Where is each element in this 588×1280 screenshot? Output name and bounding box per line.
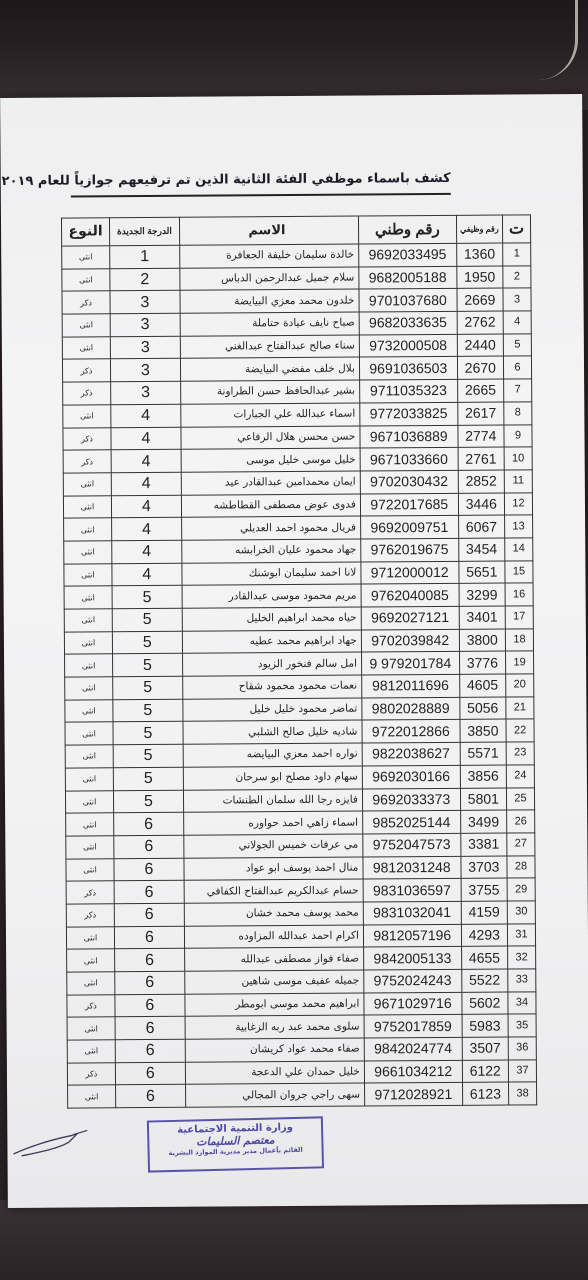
cell-new-grade: 6 (115, 949, 185, 972)
cell-job-number: 4605 (459, 674, 506, 697)
cell-new-grade: 4 (111, 472, 181, 495)
cell-national-number: 9682005188 (359, 266, 457, 289)
cell-seq: 2 (503, 266, 531, 289)
cell-national-number: 9671036889 (360, 425, 458, 448)
cell-name: فدوى عوض مصطفى القطاطشه (181, 494, 360, 518)
table-row (65, 765, 534, 791)
cell-new-grade: 4 (112, 540, 182, 563)
header-name: الاسم (179, 216, 358, 245)
cell-gender: انثى (64, 541, 112, 564)
cell-seq: 33 (508, 969, 536, 992)
cell-job-number: 3401 (459, 606, 506, 629)
cell-name: لانا احمد سليمان ابوشنك (182, 562, 361, 586)
cell-national-number: 9842024774 (364, 1037, 462, 1060)
cell-name: فريال محمود احمد العديلي (181, 516, 360, 540)
table-row (66, 855, 535, 881)
cell-new-grade: 3 (110, 291, 180, 314)
desk-background-bottom (0, 1200, 588, 1280)
table-row (62, 243, 531, 269)
cell-gender: انثى (66, 858, 114, 881)
cell-gender: انثى (63, 473, 111, 496)
table-body (62, 243, 537, 1108)
table-row (67, 1014, 536, 1040)
table-row (63, 402, 532, 428)
cell-national-number: 9852025144 (363, 811, 461, 834)
cell-gender: انثى (65, 700, 113, 723)
table-row (66, 878, 535, 904)
table-row (64, 583, 533, 609)
cell-national-number: 9692033373 (362, 788, 460, 811)
cell-new-grade: 6 (115, 1062, 185, 1085)
stamp-position: القائم بأعمال مدير مديرية الموارد البشرية (168, 1145, 303, 1158)
cell-name: سهى راجي جروان المجالي (185, 1083, 364, 1107)
cell-new-grade: 6 (114, 858, 184, 881)
cell-national-number: 9752024243 (364, 969, 462, 992)
cell-new-grade: 2 (110, 268, 180, 291)
cell-job-number: 4159 (461, 901, 508, 924)
cell-national-number: 9702039842 (361, 629, 459, 652)
cell-seq: 13 (505, 515, 533, 538)
cell-name: امل سالم فنخور الزيود (182, 652, 361, 676)
cell-name: جهاد ابراهيم محمد عطيه (182, 630, 361, 654)
cell-gender: ذكر (63, 382, 111, 405)
cell-seq: 12 (504, 492, 532, 515)
cell-gender: انثى (63, 495, 111, 518)
cell-name: سهام داود مصلح ابو سرحان (183, 766, 362, 790)
cell-job-number: 3856 (460, 765, 507, 788)
cell-new-grade: 4 (112, 518, 182, 541)
cell-name: اكرام احمد عبدالله المزاوده (184, 925, 363, 949)
table-row (66, 833, 535, 859)
cell-new-grade: 5 (112, 608, 182, 631)
table-row (63, 379, 532, 405)
cell-new-grade: 5 (113, 676, 183, 699)
cell-name: خالدة سليمان خليفة الجعافرة (179, 244, 358, 268)
cell-seq: 5 (503, 334, 531, 357)
cell-gender: ذكر (62, 291, 110, 314)
cell-job-number: 5801 (460, 788, 507, 811)
cell-gender: انثى (62, 246, 110, 269)
table-row (62, 288, 531, 314)
cell-gender: انثى (64, 586, 112, 609)
cell-seq: 37 (508, 1060, 536, 1083)
cell-gender: انثى (64, 563, 112, 586)
cell-seq: 34 (508, 992, 536, 1015)
cell-gender: انثى (67, 1017, 115, 1040)
cell-new-grade: 5 (112, 631, 182, 654)
cell-name: صفاء فواز مصطفى عبدالله (184, 947, 363, 971)
cell-name: سلوى محمد عبد ربه الزغابية (185, 1015, 364, 1039)
header-job-number: رقم وظيفي (456, 215, 503, 243)
employees-table (61, 214, 537, 1108)
table-row (67, 1037, 536, 1063)
table-row (64, 629, 533, 655)
cell-gender: ذكر (62, 359, 110, 382)
cell-national-number: 9752017859 (364, 1015, 462, 1038)
cell-job-number: 5983 (462, 1014, 509, 1037)
cell-name: بلال خلف مفضي البيايضة (180, 357, 359, 381)
cell-new-grade: 5 (112, 586, 182, 609)
cell-national-number: 9692033495 (359, 243, 457, 266)
cell-job-number: 2774 (458, 425, 505, 448)
cell-national-number: 9671033660 (360, 448, 458, 471)
cell-national-number: 9762040085 (361, 584, 459, 607)
cell-gender: انثى (65, 790, 113, 813)
cell-job-number: 2852 (458, 470, 505, 493)
header-new-grade: الدرجة الجديدة (109, 217, 179, 245)
cell-seq: 14 (505, 538, 533, 561)
cell-job-number: 5651 (458, 561, 505, 584)
cell-gender: انثى (63, 405, 111, 428)
cell-job-number: 3850 (460, 719, 507, 742)
cell-seq: 3 (503, 288, 531, 311)
desk-background-top (0, 0, 588, 110)
cell-job-number: 5522 (461, 969, 508, 992)
paper-sheet (0, 94, 588, 1208)
cell-seq: 24 (506, 765, 534, 788)
cell-job-number: 5571 (460, 742, 507, 765)
cell-new-grade: 6 (114, 881, 184, 904)
cell-name: شاديه خليل صالح الشلبي (183, 720, 362, 744)
cell-seq: 27 (507, 833, 535, 856)
cell-new-grade: 6 (114, 835, 184, 858)
table-row (65, 742, 534, 768)
table-row (67, 969, 536, 995)
cell-job-number: 3381 (460, 833, 507, 856)
signature-mark (11, 1127, 91, 1158)
cell-gender: انثى (64, 518, 112, 541)
cell-national-number: 9831032041 (363, 901, 461, 924)
cell-new-grade: 4 (112, 563, 182, 586)
cell-job-number: 1950 (456, 266, 503, 289)
table-row (67, 1060, 536, 1086)
cell-national-number: 9711035323 (360, 379, 458, 402)
cell-national-number: 9842005133 (363, 947, 461, 970)
cell-national-number: 9802028889 (362, 697, 460, 720)
cell-national-number: 9661034212 (364, 1060, 462, 1083)
cell-national-number: 9702030432 (360, 470, 458, 493)
cell-seq: 29 (507, 878, 535, 901)
table-row (65, 719, 534, 745)
cell-name: نواره احمد معزي البيايضه (183, 743, 362, 767)
cell-national-number: 9692030166 (362, 765, 460, 788)
cell-new-grade: 6 (115, 1017, 185, 1040)
cell-national-number: 9691036503 (359, 357, 457, 380)
cell-new-grade: 1 (110, 245, 180, 268)
cell-new-grade: 3 (110, 336, 180, 359)
cell-seq: 35 (508, 1014, 536, 1037)
cell-seq: 11 (504, 470, 532, 493)
cell-national-number: 9732000508 (359, 334, 457, 357)
cell-gender: انثى (67, 949, 115, 972)
cell-gender: انثى (67, 1040, 115, 1063)
header-seq: ت (502, 215, 530, 243)
table-row (65, 651, 534, 677)
cell-name: مي عرفات خميس الجولاني (184, 834, 363, 858)
cell-gender: انثى (66, 926, 114, 949)
cell-gender: انثى (66, 836, 114, 859)
table-row (65, 787, 534, 813)
official-stamp (147, 1116, 324, 1172)
cell-name: خلدون محمد معزي البيايضة (180, 289, 359, 313)
document-title: كشف باسماء موظفي الفئة الثانية الذين تم ترفيعهم جوازياً للعام ٢٠١٩ (71, 171, 451, 198)
cell-name: صباح نايف عيادة حتاملة (180, 312, 359, 336)
cell-national-number: 9762019675 (361, 538, 459, 561)
cell-name: نعمات محمود محمود شقاح (182, 675, 361, 699)
cell-seq: 32 (508, 946, 536, 969)
cell-gender: ذكر (63, 427, 111, 450)
cell-gender: انثى (62, 268, 110, 291)
cell-seq: 4 (503, 311, 531, 334)
cell-seq: 16 (505, 583, 533, 606)
table-row (62, 356, 531, 382)
cell-job-number: 3507 (462, 1037, 509, 1060)
cell-seq: 36 (508, 1037, 536, 1060)
cell-national-number: 979201784 9 (361, 652, 459, 675)
cell-new-grade: 5 (113, 699, 183, 722)
table-row (62, 334, 531, 360)
cell-seq: 22 (506, 719, 534, 742)
cell-national-number: 9822038627 (362, 742, 460, 765)
cell-new-grade: 4 (111, 495, 181, 518)
table-row (62, 266, 531, 292)
cell-seq: 15 (505, 560, 533, 583)
table-row (64, 606, 533, 632)
cell-seq: 23 (506, 742, 534, 765)
table-row (66, 901, 535, 927)
cell-name: جميله عفيف موسى شاهين (185, 970, 364, 994)
cell-name: تماضر محمود خليل خليل (183, 698, 362, 722)
cell-new-grade: 4 (111, 427, 181, 450)
cell-gender: انثى (66, 813, 114, 836)
table-row (63, 470, 532, 496)
cell-gender: انثى (65, 722, 113, 745)
cell-name: منال احمد يوسف ابو عواد (184, 857, 363, 881)
cell-gender: انثى (62, 337, 110, 360)
cell-new-grade: 5 (113, 767, 183, 790)
cell-national-number: 9772033825 (360, 402, 458, 425)
cell-name: ابراهيم محمد موسى ابومطر (185, 993, 364, 1017)
cell-seq: 31 (507, 923, 535, 946)
stamp-name: معتصم السليمات (195, 1133, 275, 1149)
cell-job-number: 2669 (457, 288, 504, 311)
cell-national-number: 9701037680 (359, 289, 457, 312)
cell-new-grade: 6 (114, 812, 184, 835)
cell-gender: انثى (62, 314, 110, 337)
cell-new-grade: 5 (113, 790, 183, 813)
cell-new-grade: 6 (114, 903, 184, 926)
cell-job-number: 3776 (459, 651, 506, 674)
cell-seq: 18 (505, 629, 533, 652)
cell-national-number: 9712028921 (364, 1083, 462, 1106)
cell-national-number: 9682033635 (359, 311, 457, 334)
cell-job-number: 3299 (459, 583, 506, 606)
cell-name: سناء صالح عبدالفتاح عبدالغني (180, 335, 359, 359)
cell-seq: 30 (507, 901, 535, 924)
cell-job-number: 2762 (457, 311, 504, 334)
cell-new-grade: 3 (110, 313, 180, 336)
cell-seq: 25 (506, 787, 534, 810)
cell-name: سلام جميل عبدالرحمن الدباس (180, 267, 359, 291)
cell-national-number: 9812057196 (363, 924, 461, 947)
cell-job-number: 5602 (461, 992, 508, 1015)
cell-job-number: 6067 (458, 515, 505, 538)
cell-name: حسام عبدالكريم عبدالفتاح الكفافي (184, 879, 363, 903)
cell-new-grade: 6 (115, 971, 185, 994)
cell-name: فايزه رجا الله سلمان الطنشات (183, 789, 362, 813)
cell-national-number: 9671029716 (364, 992, 462, 1015)
cell-gender: ذكر (63, 450, 111, 473)
cell-job-number: 3755 (461, 878, 508, 901)
cell-seq: 38 (509, 1082, 537, 1105)
table-row (67, 946, 536, 972)
stamp-ministry: وزارة التنمية الاجتماعية (177, 1122, 294, 1136)
cell-gender: انثى (65, 768, 113, 791)
cell-national-number: 9692027121 (361, 606, 459, 629)
table-row (63, 492, 532, 518)
cell-job-number: 2440 (457, 334, 504, 357)
cell-job-number: 4655 (461, 946, 508, 969)
cell-new-grade: 6 (115, 1039, 185, 1062)
table-header-row (61, 215, 530, 246)
cell-seq: 9 (504, 424, 532, 447)
cell-name: حسن محسن هلال الرفاعي (181, 426, 360, 450)
cell-name: خليل حمدان علي الدعجة (185, 1061, 364, 1085)
cell-name: حياه محمد ابراهيم الخليل (182, 607, 361, 631)
cell-gender: ذكر (66, 881, 114, 904)
cell-gender: انثى (64, 609, 112, 632)
cell-national-number: 9692009751 (360, 516, 458, 539)
cell-name: ايمان محمدامين عبدالقادر عيد (181, 471, 360, 495)
table-row (68, 1082, 537, 1108)
cell-job-number: 3499 (460, 810, 507, 833)
cell-job-number: 1360 (456, 243, 503, 266)
cell-seq: 8 (504, 402, 532, 425)
cell-national-number: 9722017685 (360, 493, 458, 516)
cell-name: اسماء عبدالله علي الجبارات (181, 403, 360, 427)
header-gender: النوع (61, 218, 109, 246)
cell-job-number: 5056 (459, 697, 506, 720)
cell-new-grade: 5 (113, 744, 183, 767)
cell-name: مريم محمود موسى عبدالقادر (182, 584, 361, 608)
cell-name: جهاد محمود عليان الخرابشه (182, 539, 361, 563)
cell-new-grade: 4 (111, 404, 181, 427)
cell-job-number: 4293 (461, 924, 508, 947)
cell-gender: انثى (67, 972, 115, 995)
table-row (66, 810, 535, 836)
cell-new-grade: 6 (114, 926, 184, 949)
cell-seq: 26 (507, 810, 535, 833)
table-row (65, 697, 534, 723)
header-national-number: رقم وطني (358, 215, 456, 244)
cell-job-number: 3800 (459, 629, 506, 652)
cell-seq: 19 (506, 651, 534, 674)
cell-seq: 6 (503, 356, 531, 379)
cell-gender: انثى (64, 631, 112, 654)
cell-national-number: 9752047573 (363, 833, 461, 856)
cell-gender: انثى (65, 654, 113, 677)
cell-job-number: 6123 (462, 1082, 509, 1105)
cell-national-number: 9812011696 (362, 674, 460, 697)
cell-job-number: 3446 (458, 493, 505, 516)
cell-new-grade: 6 (115, 994, 185, 1017)
cell-seq: 10 (504, 447, 532, 470)
cell-job-number: 2670 (457, 356, 504, 379)
cell-new-grade: 5 (112, 654, 182, 677)
cell-job-number: 2617 (457, 402, 504, 425)
table-row (62, 311, 531, 337)
cell-seq: 17 (505, 606, 533, 629)
cell-national-number: 9722012866 (362, 720, 460, 743)
cell-job-number: 2761 (458, 447, 505, 470)
cell-name: صفاء محمد عواد كريشان (185, 1038, 364, 1062)
cell-job-number: 3703 (461, 856, 508, 879)
cell-gender: ذكر (67, 1063, 115, 1086)
table-row (64, 538, 533, 564)
cell-name: محمد يوسف محمد خشان (184, 902, 363, 926)
cell-gender: انثى (68, 1085, 116, 1108)
cell-name: خليل موسى خليل موسى (181, 448, 360, 472)
cell-new-grade: 5 (113, 722, 183, 745)
cell-job-number: 6122 (462, 1060, 509, 1083)
cell-gender: ذكر (67, 994, 115, 1017)
cell-gender: انثى (65, 677, 113, 700)
table-row (64, 515, 533, 541)
cell-seq: 21 (506, 697, 534, 720)
table-row (63, 424, 532, 450)
cell-new-grade: 3 (110, 359, 180, 382)
table-row (66, 923, 535, 949)
cell-seq: 1 (503, 243, 531, 266)
cell-seq: 20 (506, 674, 534, 697)
cell-name: اسماء زاهي احمد حواوره (183, 811, 362, 835)
cell-new-grade: 6 (115, 1085, 185, 1108)
table-row (67, 992, 536, 1018)
cell-gender: انثى (65, 745, 113, 768)
table-row (64, 560, 533, 586)
cell-new-grade: 3 (111, 381, 181, 404)
cell-gender: ذكر (66, 904, 114, 927)
table-row (63, 447, 532, 473)
cell-name: بشير عبدالحافظ حسن الطراونة (180, 380, 359, 404)
cell-national-number: 9831036597 (363, 879, 461, 902)
table-row (65, 674, 534, 700)
cell-seq: 28 (507, 855, 535, 878)
cell-seq: 7 (504, 379, 532, 402)
cell-national-number: 9812031248 (363, 856, 461, 879)
cell-job-number: 2665 (457, 379, 504, 402)
cell-national-number: 9712000012 (361, 561, 459, 584)
cell-job-number: 3454 (458, 538, 505, 561)
cell-new-grade: 4 (111, 449, 181, 472)
